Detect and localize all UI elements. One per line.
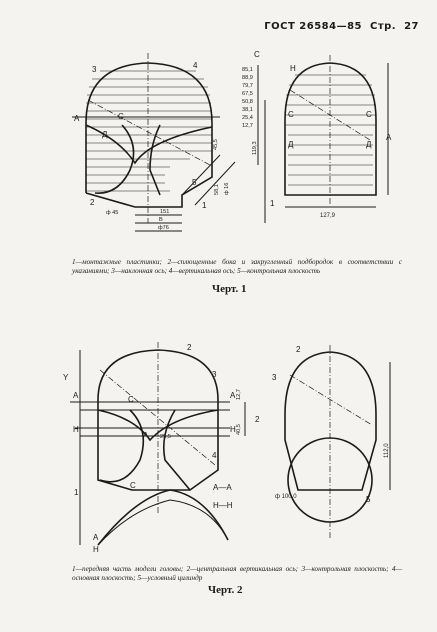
svg-text:85,1: 85,1 xyxy=(242,67,253,73)
svg-text:С: С xyxy=(366,110,372,119)
svg-text:С: С xyxy=(128,395,134,404)
svg-text:H: H xyxy=(230,425,236,434)
svg-text:С: С xyxy=(254,50,260,59)
svg-text:H—H: H—H xyxy=(213,501,233,510)
svg-text:50,8: 50,8 xyxy=(242,99,253,105)
svg-text:151: 151 xyxy=(160,209,170,215)
svg-text:С: С xyxy=(118,112,124,121)
svg-text:Д: Д xyxy=(288,140,294,149)
svg-text:А—А: А—А xyxy=(213,483,232,492)
svg-text:2: 2 xyxy=(187,343,192,352)
svg-text:Y: Y xyxy=(63,373,69,382)
svg-text:2: 2 xyxy=(255,415,260,424)
standard-number: ГОСТ 26584—85 xyxy=(264,21,363,32)
svg-text:A: A xyxy=(73,391,79,400)
svg-text:79,7: 79,7 xyxy=(242,83,253,89)
svg-text:12,7: 12,7 xyxy=(242,123,253,129)
svg-text:С: С xyxy=(130,481,136,490)
svg-text:25,4: 25,4 xyxy=(242,115,253,121)
svg-text:A: A xyxy=(74,114,80,123)
svg-text:A: A xyxy=(143,431,149,440)
figure-2-title: Черт. 2 xyxy=(208,584,243,596)
figure-1-title: Черт. 1 xyxy=(212,283,247,295)
svg-text:5: 5 xyxy=(366,495,371,504)
svg-text:5: 5 xyxy=(192,178,197,187)
svg-text:119,3: 119,3 xyxy=(252,141,258,155)
svg-text:58,1: 58,1 xyxy=(214,184,220,195)
svg-text:H: H xyxy=(93,545,99,554)
svg-text:3: 3 xyxy=(272,373,277,382)
svg-text:1: 1 xyxy=(202,201,207,210)
fig1-left-view xyxy=(72,53,235,223)
svg-text:40,5: 40,5 xyxy=(236,424,242,435)
svg-text:4: 4 xyxy=(212,451,217,460)
page-label: Стр. xyxy=(370,21,397,32)
svg-text:2: 2 xyxy=(90,198,95,207)
svg-text:Н: Н xyxy=(290,64,296,73)
svg-text:112,0: 112,0 xyxy=(384,443,390,458)
svg-text:12,7: 12,7 xyxy=(236,389,242,400)
svg-text:Д: Д xyxy=(366,140,372,149)
fig2-left-labels xyxy=(63,343,260,554)
svg-text:A: A xyxy=(386,133,392,142)
svg-text:ф 45: ф 45 xyxy=(106,210,119,216)
svg-text:A: A xyxy=(93,533,99,542)
svg-text:ф76: ф76 xyxy=(158,225,169,231)
fig2-right-view xyxy=(285,345,390,540)
svg-text:1: 1 xyxy=(74,488,79,497)
svg-text:3: 3 xyxy=(212,370,217,379)
svg-text:H: H xyxy=(73,425,79,434)
svg-text:45,5: 45,5 xyxy=(213,139,219,150)
fig1-right-view xyxy=(285,55,388,207)
svg-text:38,1: 38,1 xyxy=(242,107,253,113)
page-header xyxy=(260,21,419,32)
svg-text:25,5: 25,5 xyxy=(160,434,171,440)
svg-text:1: 1 xyxy=(270,199,275,208)
svg-text:3: 3 xyxy=(92,65,97,74)
page-number: 27 xyxy=(404,21,419,32)
svg-text:4: 4 xyxy=(193,61,198,70)
svg-text:С: С xyxy=(288,110,294,119)
figure-1-drawing xyxy=(0,45,437,235)
svg-text:88,9: 88,9 xyxy=(242,75,253,81)
figure-2-drawing xyxy=(0,340,437,555)
svg-text:ф 16: ф 16 xyxy=(224,182,230,195)
svg-text:A: A xyxy=(230,391,236,400)
svg-text:67,5: 67,5 xyxy=(242,91,253,97)
svg-text:В: В xyxy=(159,217,163,223)
fig1-left-labels xyxy=(74,50,260,210)
svg-text:ф 100,0: ф 100,0 xyxy=(275,494,297,500)
figure-1-caption: 1—монтажные пластинки; 2—сплющенные бока и закругленный подбородок в соответствии с указаниями; 3—наклонная ось; 4—вертикальная ось; 5—контрольная плоскость xyxy=(72,258,402,275)
fig2-left-view xyxy=(70,342,245,545)
figure-2-caption: 1—передняя часть модели головы; 2—центральная вертикальная ось; 3—контрольная плоскость; 4—основная плоскость; 5—условный цилиндр xyxy=(72,565,402,582)
svg-text:2: 2 xyxy=(296,345,301,354)
svg-text:Д: Д xyxy=(102,130,108,139)
svg-text:127,9: 127,9 xyxy=(320,213,336,219)
